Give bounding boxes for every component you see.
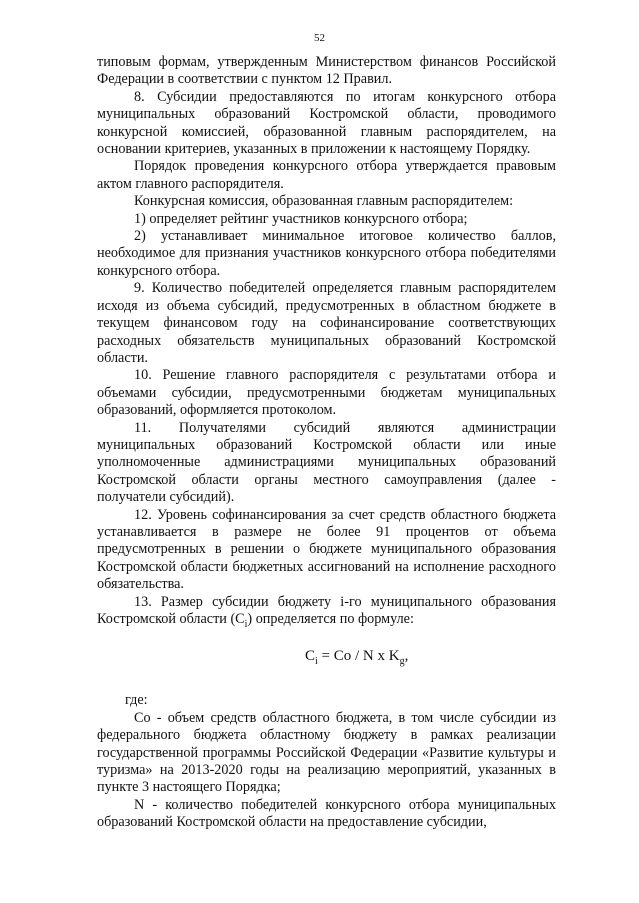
where-label: где: [125,692,148,709]
paragraph-12: 12. Уровень софинансирования за счет средств областного бюджета устанавливается в размере не более 91 процентов от объема предусмотренных в решении о бюджете муниципального образования Костромской области бюджетных ассигнований на исполнение расходного обязательства. [97,506,556,593]
list-item-2: 2) устанавливает минимальное итоговое количество баллов, необходимое для признания участников конкурсного отбора победителями конкурсного отбора. [97,228,556,279]
definition-co: Co - объем средств областного бюджета, в том числе субсидии из федерального бюджета областному бюджету в рамках реализации государственной программы Российской Федерации «Развитие культуры и туризма» на 2013-2020 годы на реализацию мероприятий, указанных в пункте 3 настоящего Порядка; [97,709,556,796]
paragraph-13 [97,594,556,629]
formula-lhs: C [305,648,316,665]
paragraph-8: 8. Субсидии предоставляются по итогам конкурсного отбора муниципальных образований Костромской области, проводимого конкурсной комиссией, образованной главным распорядителем, на основании критериев, указанных в приложении к настоящему Порядку. [97,88,556,158]
page-number: 52 [314,32,325,44]
paragraph-9: 9. Количество победителей определяется главным распорядителем исходя из объема субсидий, предусмотренных в областном бюджете в текущем финансовом году на софинансирование соответствующих расходных обязательств муниципальных образований Костромской области. [97,280,556,366]
paragraph-11: 11. Получателями субсидий являются администрации муниципальных образований Костромской области или иные уполномоченные администрациями муниципальных образований Костромской области органы местного самоуправления (далее - получатели субсидий). [97,419,556,506]
paragraph-continuation: типовым формам, утвержденным Министерством финансов Российской Федерации в соответствии с пунктом 12 Правил. [97,54,556,88]
paragraph-13-text: 13. Размер субсидии бюджету i-го муниципального образования Костромской области (C [97,593,556,627]
paragraph-13-tail: ) определяется по формуле: [247,611,414,627]
formula-lhs-subscript: i [315,656,318,668]
definition-n: N - количество победителей конкурсного отбора муниципальных образований Костромской области на предоставление субсидии, [97,796,556,831]
formula-tail: , [404,648,409,665]
paragraph-procedure: Порядок проведения конкурсного отбора утверждается правовым актом главного распорядителя. [97,158,556,192]
formula-middle: = Co / N x K [317,648,400,665]
subsidy-formula [97,646,556,672]
paragraph-10: 10. Решение главного распорядителя с результатами отбора и объемами субсидии, предусмотренными бюджетам муниципальных образований, оформляется протоколом. [97,367,556,419]
formula-k-subscript: g [399,656,405,668]
paragraph-13-subscript: i [244,618,248,630]
paragraph-commission: Конкурсная комиссия, образованная главным распорядителем: [134,193,514,210]
list-item-1: 1) определяет рейтинг участников конкурсного отбора; [134,210,468,227]
document-body [97,54,556,832]
